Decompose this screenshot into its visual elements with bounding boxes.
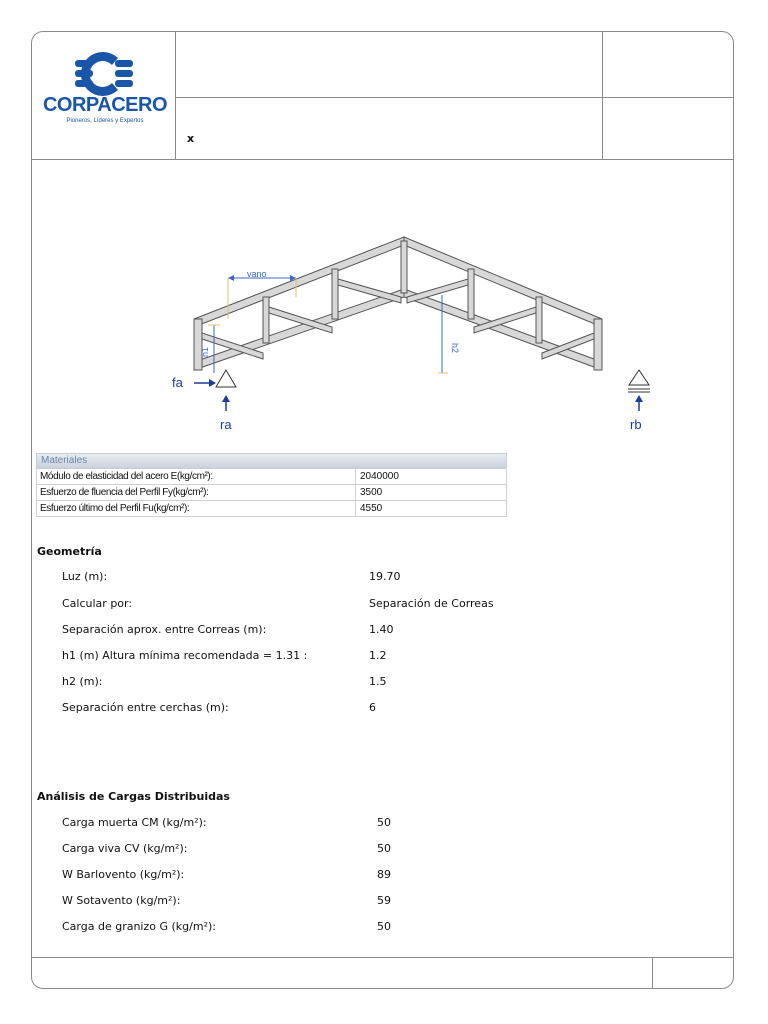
- vano-label: vano: [247, 269, 267, 279]
- geometry-title: Geometría: [37, 545, 102, 558]
- corpacero-logo: [32, 32, 176, 159]
- geometry-label: Separación entre cerchas (m):: [62, 701, 229, 714]
- geometry-value: 1.40: [369, 623, 394, 636]
- materials-header: Materiales: [36, 453, 507, 469]
- geometry-label: Calcular por:: [62, 597, 133, 610]
- loads-label: Carga de granizo G (kg/m²):: [62, 920, 216, 933]
- geometry-value: 1.5: [369, 675, 387, 688]
- geometry-value: Separación de Correas: [369, 597, 494, 610]
- loads-value: 50: [377, 842, 391, 855]
- materials-value: 2040000: [360, 471, 399, 482]
- rb-label: rb: [630, 417, 642, 432]
- materials-value: 3500: [360, 487, 383, 498]
- h1-label: h1: [200, 346, 210, 357]
- geometry-value: 1.2: [369, 649, 387, 662]
- footer-divider: [652, 957, 653, 989]
- geometry-value: 19.70: [369, 570, 401, 583]
- geometry-label: h1 (m) Altura mínima recomendada = 1.31 :: [62, 649, 308, 662]
- materials-row: [36, 469, 507, 485]
- support-a-icon: [216, 370, 236, 387]
- header-divider: [175, 97, 734, 98]
- loads-label: Carga muerta CM (kg/m²):: [62, 816, 207, 829]
- loads-value: 50: [377, 816, 391, 829]
- footer-top-border: [32, 957, 734, 958]
- loads-value: 50: [377, 920, 391, 933]
- brand-tagline: Pioneros, Líderes y Expertos: [66, 118, 144, 124]
- support-b-icon: [629, 370, 649, 385]
- geometry-label: Luz (m):: [62, 570, 108, 583]
- fa-label: fa: [172, 375, 183, 390]
- materials-row: [36, 501, 507, 517]
- truss-diagram: [132, 207, 652, 447]
- h2-label: h2: [450, 343, 460, 354]
- loads-label: Carga viva CV (kg/m²):: [62, 842, 188, 855]
- geometry-label: Separación aprox. entre Correas (m):: [62, 623, 267, 636]
- brand-name: CORPACERO: [42, 94, 168, 116]
- materials-label: Esfuerzo de fluencia del Perfil Fy(kg/cm²):: [37, 485, 356, 500]
- materials-label: Módulo de elasticidad del acero E(kg/cm²):: [37, 469, 356, 484]
- loads-value: 89: [377, 868, 391, 881]
- document-mark: x: [187, 132, 195, 145]
- materials-value: 4550: [360, 503, 383, 514]
- document-frame: [31, 31, 734, 989]
- header-right-divider: [602, 32, 603, 160]
- loads-label: W Sotavento (kg/m²):: [62, 894, 181, 907]
- loads-title: Análisis de Cargas Distribuidas: [37, 790, 230, 803]
- header-bottom-border: [32, 159, 734, 160]
- geometry-value: 6: [369, 701, 376, 714]
- loads-label: W Barlovento (kg/m²):: [62, 868, 185, 881]
- materials-table: [36, 453, 507, 517]
- loads-value: 59: [377, 894, 391, 907]
- geometry-label: h2 (m):: [62, 675, 103, 688]
- materials-label: Esfuerzo último del Perfil Fu(kg/cm²):: [37, 501, 356, 516]
- ra-label: ra: [220, 417, 232, 432]
- materials-row: [36, 485, 507, 501]
